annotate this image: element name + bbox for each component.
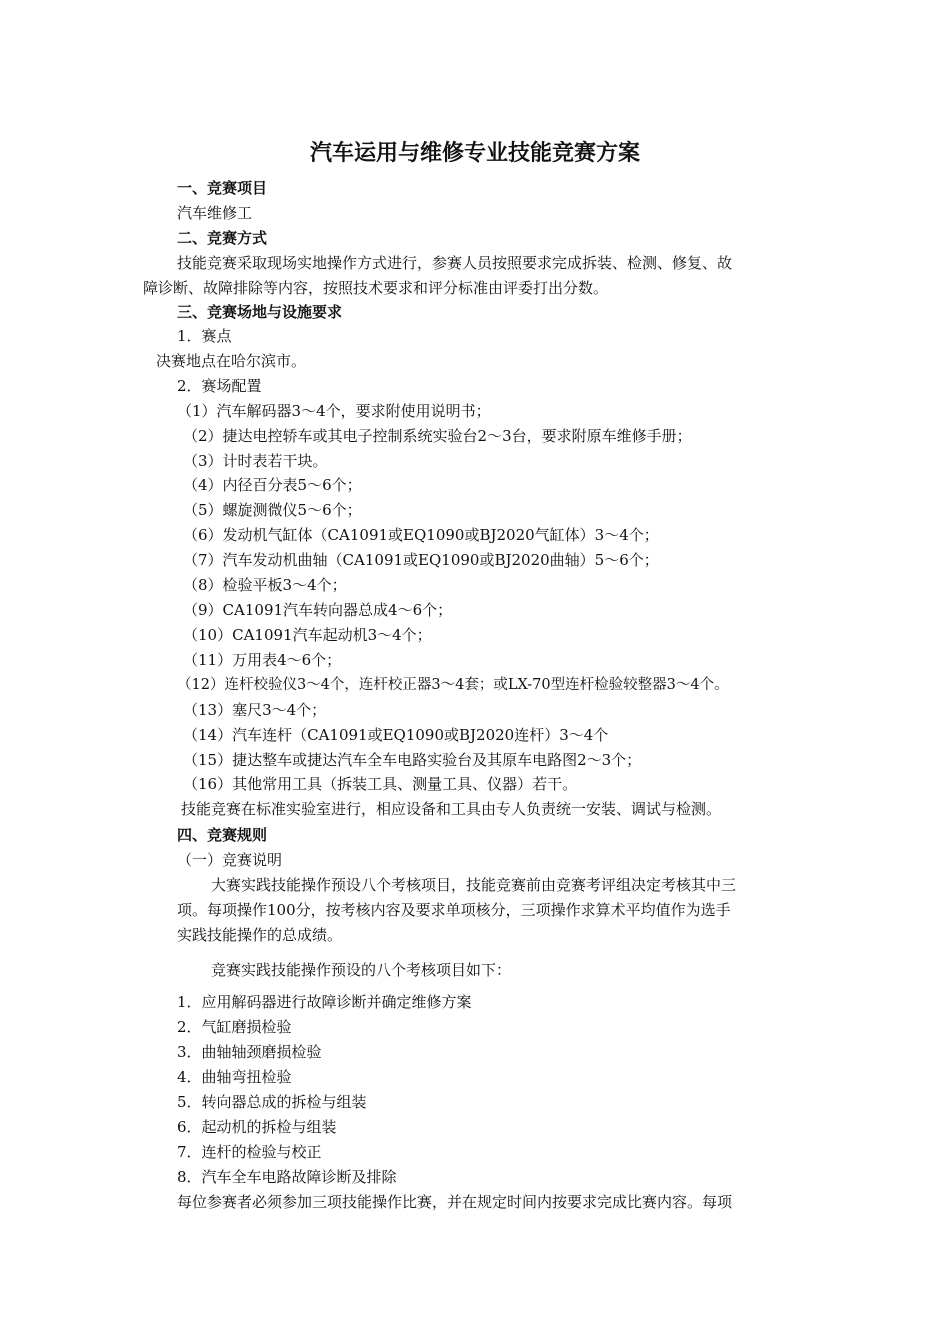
equipment-item: （16）其他常用工具（拆装工具、测量工具、仪器）若干。 xyxy=(183,775,578,793)
paragraph-line: 障诊断、故障排除等内容，按照技术要求和评分标准由评委打出分数。 xyxy=(143,279,609,297)
equipment-item: （10）CA1091汽车起动机3～4个； xyxy=(183,626,432,644)
project-item: 5．转向器总成的拆检与组装 xyxy=(177,1093,367,1111)
paragraph-line: 项。每项操作100分，按考核内容及要求单项核分，三项操作求算术平均值作为选手 xyxy=(177,901,731,919)
equipment-item: （6）发动机气缸体（CA1091或EQ1090或BJ2020气缸体）3～4个； xyxy=(183,526,659,544)
project-item: 2．气缸磨损检验 xyxy=(177,1018,292,1036)
paragraph-line: 技能竞赛采取现场实地操作方式进行，参赛人员按照要求完成拆装、检测、修复、故 xyxy=(177,254,733,272)
sub-label-venue: 1．赛点 xyxy=(177,327,232,345)
closing-text: 技能竞赛在标准实验室进行，相应设备和工具由专人负责统一安装、调试与检测。 xyxy=(181,800,722,818)
project-item: 4．曲轴弯扭检验 xyxy=(177,1068,292,1086)
equipment-item: （7）汽车发动机曲轴（CA1091或EQ1090或BJ2020曲轴）5～6个； xyxy=(183,551,659,569)
equipment-item: （1）汽车解码器3～4个，要求附使用说明书； xyxy=(177,402,491,420)
sub-heading-description: （一）竞赛说明 xyxy=(177,851,283,869)
equipment-item: （15）捷达整车或捷达汽车全车电路实验台及其原车电路图2～3个； xyxy=(183,751,642,769)
venue-text: 决赛地点在哈尔滨市。 xyxy=(156,352,307,370)
project-item: 1．应用解码器进行故障诊断并确定维修方案 xyxy=(177,993,472,1011)
section-heading-competition-item: 一、竞赛项目 xyxy=(177,179,268,197)
equipment-item: （5）螺旋测微仪5～6个； xyxy=(183,501,362,519)
document-title: 汽车运用与维修专业技能竞赛方案 xyxy=(309,141,640,166)
paragraph-line: 实践技能操作的总成绩。 xyxy=(177,926,343,944)
project-item: 8．汽车全车电路故障诊断及排除 xyxy=(177,1168,397,1186)
paragraph-line: 大赛实践技能操作预设八个考核项目，技能竞赛前由竞赛考评组决定考核其中三 xyxy=(211,876,737,894)
equipment-item: （3）计时表若干块。 xyxy=(183,452,328,470)
equipment-item: （13）塞尺3～4个； xyxy=(183,701,327,719)
list-intro: 竞赛实践技能操作预设的八个考核项目如下： xyxy=(211,961,512,979)
paragraph-line: 每位参赛者必须参加三项技能操作比赛，并在规定时间内按要求完成比赛内容。每项 xyxy=(177,1193,733,1211)
section-text-competition-item: 汽车维修工 xyxy=(177,204,253,222)
equipment-item: （9）CA1091汽车转向器总成4～6个； xyxy=(183,601,453,619)
section-heading-rules: 四、竞赛规则 xyxy=(177,826,268,844)
project-item: 6．起动机的拆检与组装 xyxy=(177,1118,337,1136)
equipment-item: （11）万用表4～6个； xyxy=(183,651,342,669)
section-heading-competition-method: 二、竞赛方式 xyxy=(177,229,268,247)
equipment-item: （4）内径百分表5～6个； xyxy=(183,476,362,494)
project-item: 3．曲轴轴颈磨损检验 xyxy=(177,1043,322,1061)
equipment-item: （2）捷达电控轿车或其电子控制系统实验台2～3台，要求附原车维修手册； xyxy=(183,427,692,445)
project-item: 7．连杆的检验与校正 xyxy=(177,1143,322,1161)
equipment-item: （8）检验平板3～4个； xyxy=(183,576,347,594)
equipment-item: （14）汽车连杆（CA1091或EQ1090或BJ2020连杆）3～4个 xyxy=(183,726,609,744)
sub-label-config: 2．赛场配置 xyxy=(177,377,262,395)
section-heading-venue-facilities: 三、竞赛场地与设施要求 xyxy=(177,303,343,321)
equipment-item: （12）连杆校验仪3～4个，连杆校正器3～4套；或LX-70型连杆检验较整器3～4个。 xyxy=(177,677,729,693)
